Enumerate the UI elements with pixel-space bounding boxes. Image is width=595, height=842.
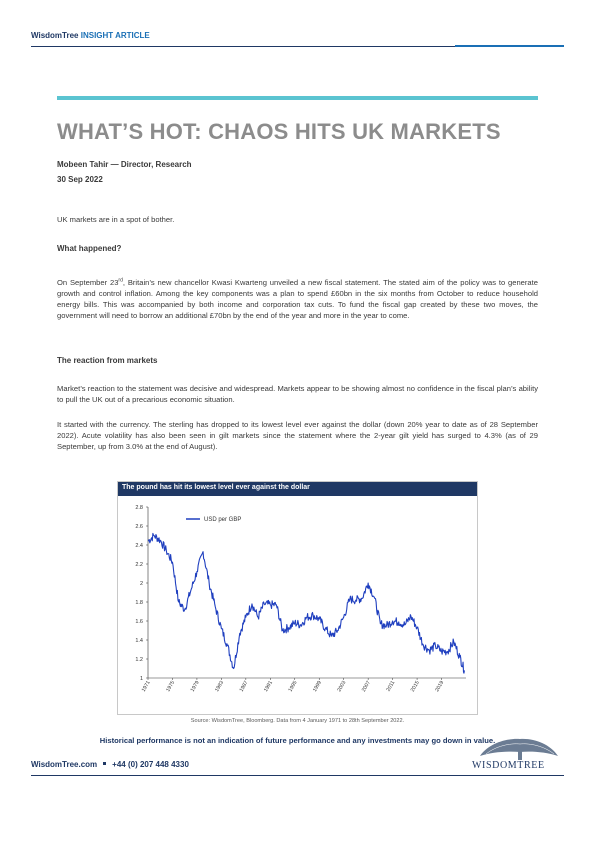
paragraph-reaction: Market’s reaction to the statement was decisive and widespread. Markets appear to be showing almost no confidence in the fiscal plan’s ability to pull the UK out of a precarious economic situation.	[57, 384, 538, 404]
y-tick-label: 2.4	[135, 543, 143, 549]
y-tick-label: 1	[139, 676, 143, 682]
article-author: Mobeen Tahir — Director, Research	[57, 160, 192, 169]
intro-paragraph: UK markets are in a spot of bother.	[57, 215, 175, 224]
legend-label: USD per GBP	[204, 517, 242, 523]
chart-title: The pound has hit its lowest level ever against the dollar	[118, 482, 477, 496]
article-date: 30 Sep 2022	[57, 175, 103, 184]
chart-legend	[186, 517, 241, 523]
y-tick-label: 2.8	[135, 505, 143, 511]
title-accent-bar	[57, 96, 538, 100]
p1-start: On September 23	[57, 278, 119, 287]
footer-website-link[interactable]: WisdomTree.com	[31, 760, 98, 769]
footer-phone: +44 (0) 207 448 4330	[112, 760, 189, 769]
y-tick-label: 2.6	[135, 524, 143, 530]
x-tick-label: 1995	[287, 680, 299, 693]
footer-contact	[31, 760, 189, 769]
heading-what-happened: What happened?	[57, 244, 122, 253]
chart-container	[117, 481, 478, 715]
chart-source: Source: WisdomTree, Bloomberg. Data from 4 January 1971 to 28th September 2022.	[190, 718, 405, 724]
wisdomtree-logo-text: WISDOMTREE	[472, 760, 545, 771]
disclaimer: Historical performance is not an indication of future performance and any investments may go down in value.	[99, 736, 496, 745]
y-axis-ticks	[146, 507, 148, 678]
x-tick-label: 2015	[409, 680, 421, 693]
p1-rest: , Britain’s new chancellor Kwasi Kwarteng unveiled a new fiscal statement. The stated aim of the policy was to generate growth and control inflation. Among the key components was a plan to spend £60bn in the six months from October to reduce household energy bills. This was accompanied by both income and corporation tax cuts. To fund the fiscal gap created by these two moves, the government will need to borrow an additional £70bn by the end of the year and more in the year to come.	[57, 278, 538, 320]
y-tick-label: 2	[139, 581, 143, 587]
y-tick-label: 1.2	[135, 657, 143, 663]
footer-rule	[31, 775, 564, 776]
x-tick-label: 2011	[385, 680, 397, 693]
header-rule-accent	[455, 45, 564, 47]
y-tick-label: 2.2	[135, 562, 143, 568]
x-tick-label: 2019	[434, 680, 446, 693]
x-tick-label: 1999	[311, 680, 323, 693]
footer-separator	[103, 762, 106, 765]
paragraph-currency: It started with the currency. The sterling has dropped to its lowest level ever against the dollar (down 20% year to date as of 28 September 2022). Acute volatility has also been seen in gilt markets since the statement where the 2-year gilt yield has surged to 4.3% (as of 29 September, up from 3.0% at the end of August).	[57, 420, 538, 451]
header-label	[31, 31, 150, 40]
x-tick-label: 1971	[140, 680, 152, 693]
y-tick-label: 1.6	[135, 619, 143, 625]
header-brand: WisdomTree	[31, 31, 79, 40]
y-axis-labels	[135, 505, 143, 682]
x-tick-label: 1979	[189, 680, 201, 693]
paragraph-what-happened	[57, 277, 538, 321]
series-line-usd-per-gbp	[148, 533, 464, 673]
p1-sup: rd	[118, 277, 123, 284]
x-tick-label: 2003	[336, 680, 348, 693]
heading-reaction: The reaction from markets	[57, 356, 158, 365]
article-title: WHAT’S HOT: CHAOS HITS UK MARKETS	[57, 119, 501, 144]
y-tick-label: 1.4	[135, 638, 143, 644]
x-axis-labels	[141, 680, 446, 693]
x-tick-label: 1991	[263, 680, 275, 693]
header-section: INSIGHT ARTICLE	[80, 31, 150, 40]
x-tick-label: 2007	[360, 680, 372, 693]
x-tick-label: 1983	[214, 680, 226, 693]
y-tick-label: 1.8	[135, 600, 143, 606]
x-tick-label: 1987	[238, 680, 250, 693]
x-tick-label: 1975	[165, 680, 177, 693]
chart-svg	[118, 497, 477, 714]
